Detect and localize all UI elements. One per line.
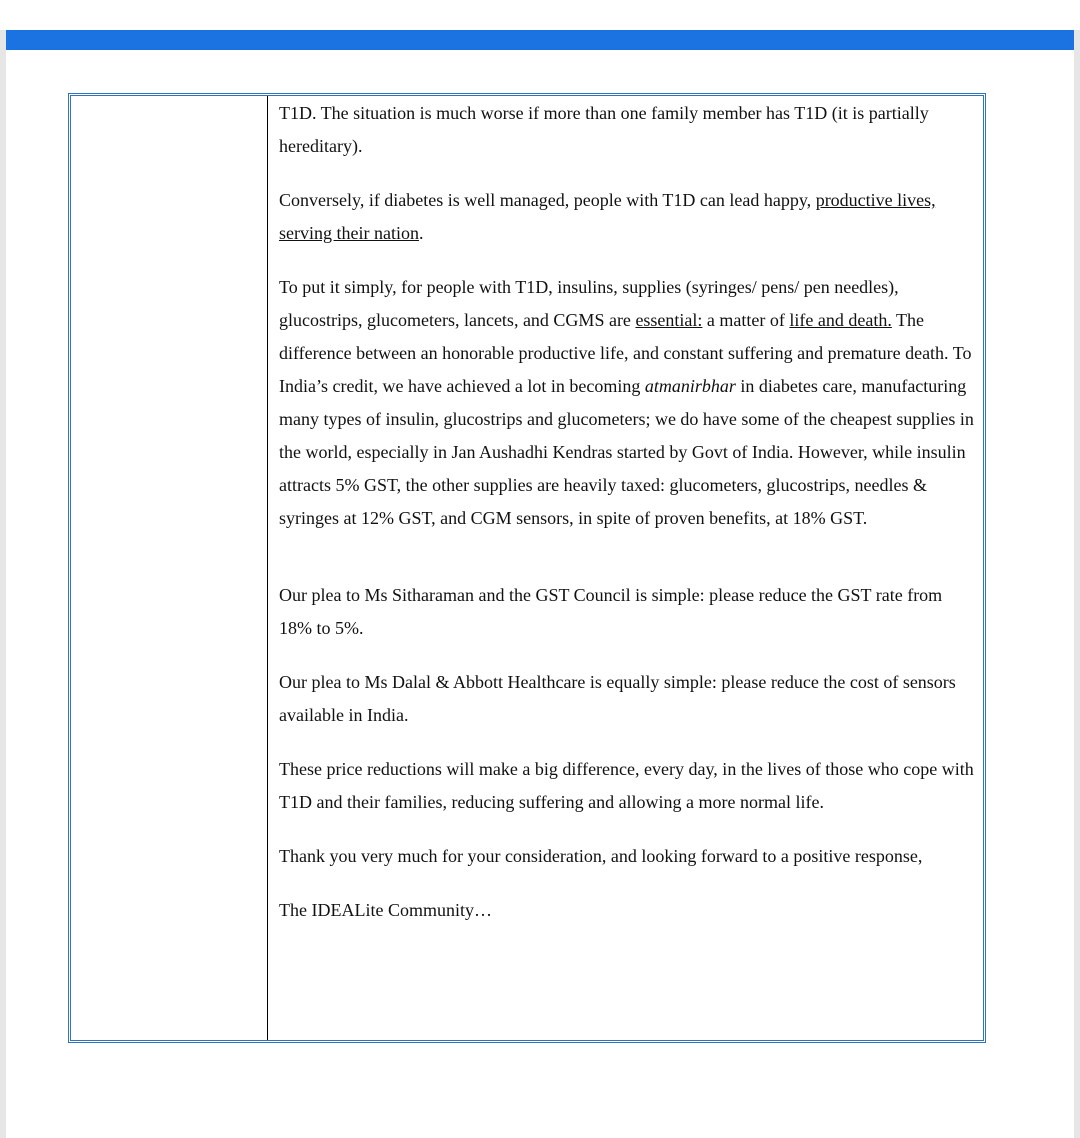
- life-and-death-underline: life and death.: [789, 310, 892, 330]
- supplies-text-4: in diabetes care, manufacturing many types of insulin, glucostrips and glucometers; we do have some of the cheapest supplies in the world, especially in Jan Aushadhi Kendras started by Govt of India. However, while insulin attracts 5% GST, the other supplies are heavily taxed: glucometers, glucostrips, needles & syringes at 12% GST, and CGM sensors, in spite of proven benefits, at 18% GST.: [279, 376, 974, 528]
- signature: The IDEALite Community…: [279, 900, 492, 920]
- document-page: [6, 30, 1074, 1138]
- paragraph-well-managed-text: Conversely, if diabetes is well managed, people with T1D can lead happy,: [279, 190, 816, 210]
- paragraph-gst-plea: Our plea to Ms Sitharaman and the GST Council is simple: please reduce the GST rate from 18% to 5%.: [279, 585, 943, 638]
- supplies-text-3: The difference between an honorable productive life, and constant suffering and premature death. To India’s credit, we have achieved a lot in becoming: [279, 310, 972, 396]
- page-frame: [68, 93, 986, 1043]
- supplies-text-2: a matter of: [702, 310, 790, 330]
- left-margin-column: [71, 96, 268, 1040]
- letter-body: [279, 97, 974, 948]
- paragraph-supplies: [279, 271, 974, 535]
- atmanirbhar-italic: atmanirbhar: [644, 376, 736, 396]
- paragraph-well-managed: [279, 184, 974, 250]
- productive-lives-link[interactable]: productive lives, serving their nation: [279, 190, 936, 243]
- essential-underline: essential:: [635, 310, 703, 330]
- paragraph-hereditary: [279, 97, 974, 163]
- top-strip: [0, 0, 1080, 30]
- paragraph-thank-you: Thank you very much for your consideration, and looking forward to a positive response,: [279, 846, 923, 866]
- paragraph-well-managed-end: .: [418, 223, 424, 243]
- header-band: [6, 30, 1074, 50]
- paragraph-price-reductions: These price reductions will make a big difference, every day, in the lives of those who cope with T1D and their families, reducing suffering and allowing a more normal life.: [279, 759, 974, 812]
- supplies-text-1: To put it simply, for people with T1D, insulins, supplies (syringes/ pens/ pen needles), glucostrips, glucometers, lancets, and CGMS are: [279, 277, 899, 330]
- paragraph-abbott-plea: Our plea to Ms Dalal & Abbott Healthcare is equally simple: please reduce the cost of sensors available in India.: [279, 672, 956, 725]
- paragraph-hereditary-text: T1D. The situation is much worse if more than one family member has T1D (it is partially hereditary).: [279, 103, 929, 156]
